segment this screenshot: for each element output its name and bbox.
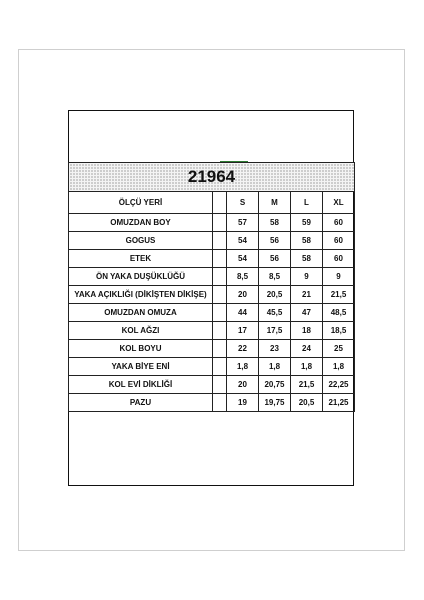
measurement-value: 60: [323, 214, 355, 232]
measurement-value: 56: [259, 232, 291, 250]
size-header-xl: XL: [323, 192, 355, 214]
measurement-value: 56: [259, 250, 291, 268]
measurement-value: 47: [291, 304, 323, 322]
table-row: [69, 304, 355, 322]
measurement-value: 48,5: [323, 304, 355, 322]
spacer-cell: [213, 340, 227, 358]
measurement-label: YAKA AÇIKLIĞI (DİKİŞTEN DİKİŞE): [69, 286, 213, 304]
measurement-label: PAZU: [69, 394, 213, 412]
table-row: [69, 340, 355, 358]
spacer-cell: [213, 268, 227, 286]
spacer-cell: [213, 286, 227, 304]
product-code: 21964: [69, 163, 355, 192]
table-row: [69, 268, 355, 286]
measurement-value: 21,5: [291, 376, 323, 394]
measurement-value: 24: [291, 340, 323, 358]
measurement-value: 21,5: [323, 286, 355, 304]
measurement-value: 45,5: [259, 304, 291, 322]
spacer-cell: [213, 394, 227, 412]
measurement-value: 58: [291, 250, 323, 268]
measurement-value: 60: [323, 250, 355, 268]
measurement-label: KOL AĞZI: [69, 322, 213, 340]
table-row: [69, 232, 355, 250]
measurement-label: KOL EVİ DİKLİĞİ: [69, 376, 213, 394]
measurement-value: 1,8: [291, 358, 323, 376]
table-row: [69, 322, 355, 340]
measurement-value: 22: [227, 340, 259, 358]
product-code-row: [69, 163, 355, 192]
table-row: [69, 286, 355, 304]
spacer-cell: [213, 358, 227, 376]
measurement-value: 19: [227, 394, 259, 412]
measurement-value: 21,25: [323, 394, 355, 412]
measurement-value: 23: [259, 340, 291, 358]
measurement-value: 1,8: [259, 358, 291, 376]
size-header-m: M: [259, 192, 291, 214]
measurement-value: 17,5: [259, 322, 291, 340]
measurement-label: YAKA BİYE ENİ: [69, 358, 213, 376]
table-row: [69, 250, 355, 268]
measurement-label: KOL BOYU: [69, 340, 213, 358]
measurement-value: 18,5: [323, 322, 355, 340]
header-row: [69, 192, 355, 214]
spacer-cell: [213, 232, 227, 250]
measurement-label: GOGUS: [69, 232, 213, 250]
measurement-value: 22,25: [323, 376, 355, 394]
measurement-value: 54: [227, 250, 259, 268]
measurement-value: 20: [227, 286, 259, 304]
size-header-l: L: [291, 192, 323, 214]
measurement-value: 58: [259, 214, 291, 232]
measurement-value: 25: [323, 340, 355, 358]
measurement-value: 54: [227, 232, 259, 250]
table-row: [69, 394, 355, 412]
measurement-value: 1,8: [227, 358, 259, 376]
measurement-value: 44: [227, 304, 259, 322]
measurement-value: 20,5: [291, 394, 323, 412]
spacer-cell: [213, 376, 227, 394]
table-row: [69, 358, 355, 376]
size-chart-table: [68, 162, 355, 412]
measurement-value: 20: [227, 376, 259, 394]
measurement-value: 21: [291, 286, 323, 304]
measurement-value: 18: [291, 322, 323, 340]
table-row: [69, 214, 355, 232]
measurement-value: 60: [323, 232, 355, 250]
measurement-value: 9: [323, 268, 355, 286]
spacer-cell: [213, 250, 227, 268]
measurement-label: OMUZDAN OMUZA: [69, 304, 213, 322]
measurement-value: 17: [227, 322, 259, 340]
header-label: ÖLÇÜ YERİ: [69, 192, 213, 214]
measurement-value: 9: [291, 268, 323, 286]
spacer-cell: [213, 304, 227, 322]
measurement-value: 19,75: [259, 394, 291, 412]
measurement-value: 59: [291, 214, 323, 232]
measurement-value: 8,5: [227, 268, 259, 286]
spacer-cell: [213, 192, 227, 214]
measurement-label: OMUZDAN BOY: [69, 214, 213, 232]
measurement-label: ETEK: [69, 250, 213, 268]
size-header-s: S: [227, 192, 259, 214]
table-row: [69, 376, 355, 394]
measurement-value: 20,75: [259, 376, 291, 394]
measurement-value: 8,5: [259, 268, 291, 286]
measurement-label: ÖN YAKA DUŞÜKLÜĞÜ: [69, 268, 213, 286]
measurement-value: 1,8: [323, 358, 355, 376]
spacer-cell: [213, 322, 227, 340]
measurement-value: 57: [227, 214, 259, 232]
measurement-value: 20,5: [259, 286, 291, 304]
measurement-value: 58: [291, 232, 323, 250]
spacer-cell: [213, 214, 227, 232]
